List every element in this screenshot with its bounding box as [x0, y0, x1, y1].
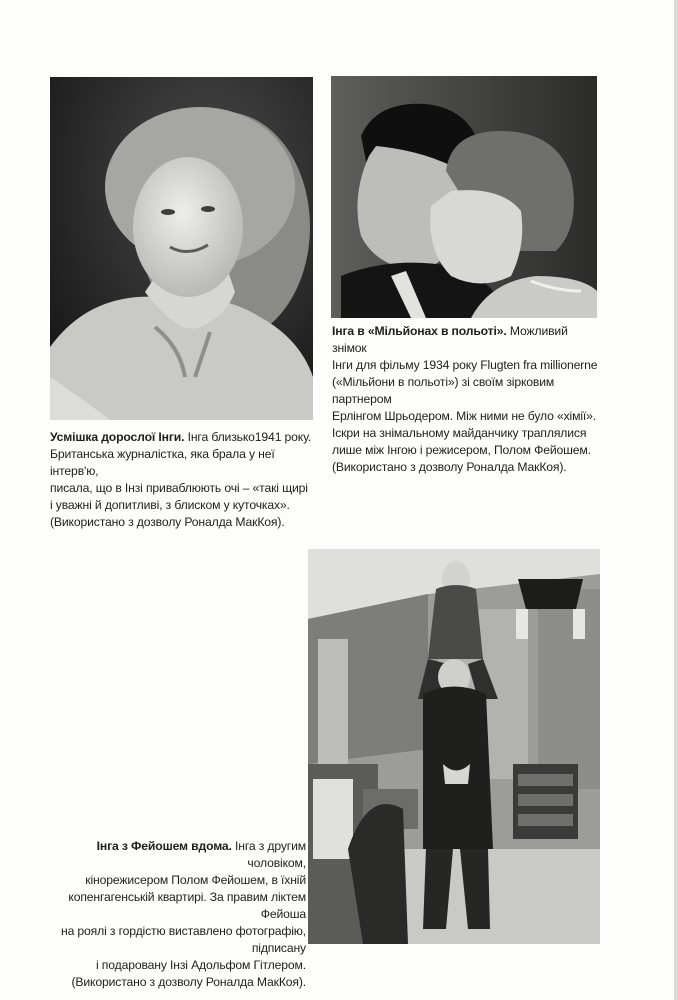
- caption-line: («Мільйони в польоті») зі своїм зірковим партнером: [332, 375, 555, 406]
- caption-line: (Використано з дозволу Роналда МакКоя).: [50, 515, 285, 529]
- caption-line: (Використано з дозволу Роналда МакКоя).: [332, 460, 567, 474]
- caption-line: (Використано з дозволу Роналда МакКоя).: [71, 975, 306, 989]
- film-still-photo: [331, 76, 597, 318]
- caption-text: Інга близько1941 року.: [187, 430, 312, 444]
- caption-title: Інга в «Мільйонах в польоті».: [332, 324, 507, 338]
- caption-line: Ерлінгом Шрьодером. Між ними не було «хімії».: [332, 409, 596, 423]
- apartment-photo: [308, 549, 600, 944]
- caption-line: і подаровану Інзі Адольфом Гітлером.: [96, 958, 306, 972]
- caption-line: [50, 838, 306, 872]
- caption-text: Можливий знімок: [332, 324, 568, 355]
- caption-film-still: [332, 323, 600, 476]
- caption-apartment: [50, 838, 306, 991]
- caption-line: [50, 429, 320, 446]
- caption-text: Інга з другим чоловіком,: [235, 839, 306, 870]
- caption-line: на роялі з гордістю виставлено фотографію, підписану: [60, 924, 306, 955]
- portrait-photo: [50, 77, 313, 420]
- caption-title: Усмішка дорослої Інги.: [50, 430, 185, 444]
- caption-line: Іскри на знімальному майданчику траплялися: [332, 426, 587, 440]
- caption-line: Інги для фільму 1934 року Flugten fra millionerne: [332, 358, 598, 372]
- caption-line: і уважні й допитливі, з блиском у куточках».: [50, 498, 290, 512]
- caption-line: [332, 323, 600, 357]
- caption-line: кінорежисером Полом Фейошем, в їхній: [85, 873, 306, 887]
- caption-line: писала, що в Інзі приваблюють очі – «такі щирі: [50, 481, 308, 495]
- caption-line: копенгагенській квартирі. За правим ліктем Фейоша: [68, 890, 306, 921]
- caption-line: лише між Інгою і режисером, Полом Фейошем.: [332, 443, 591, 457]
- caption-title: Інга з Фейошем вдома.: [96, 839, 232, 853]
- caption-portrait: [50, 429, 320, 531]
- page-edge: [674, 0, 678, 1000]
- caption-line: Британська журналістка, яка брала у неї інтерв'ю,: [50, 447, 275, 478]
